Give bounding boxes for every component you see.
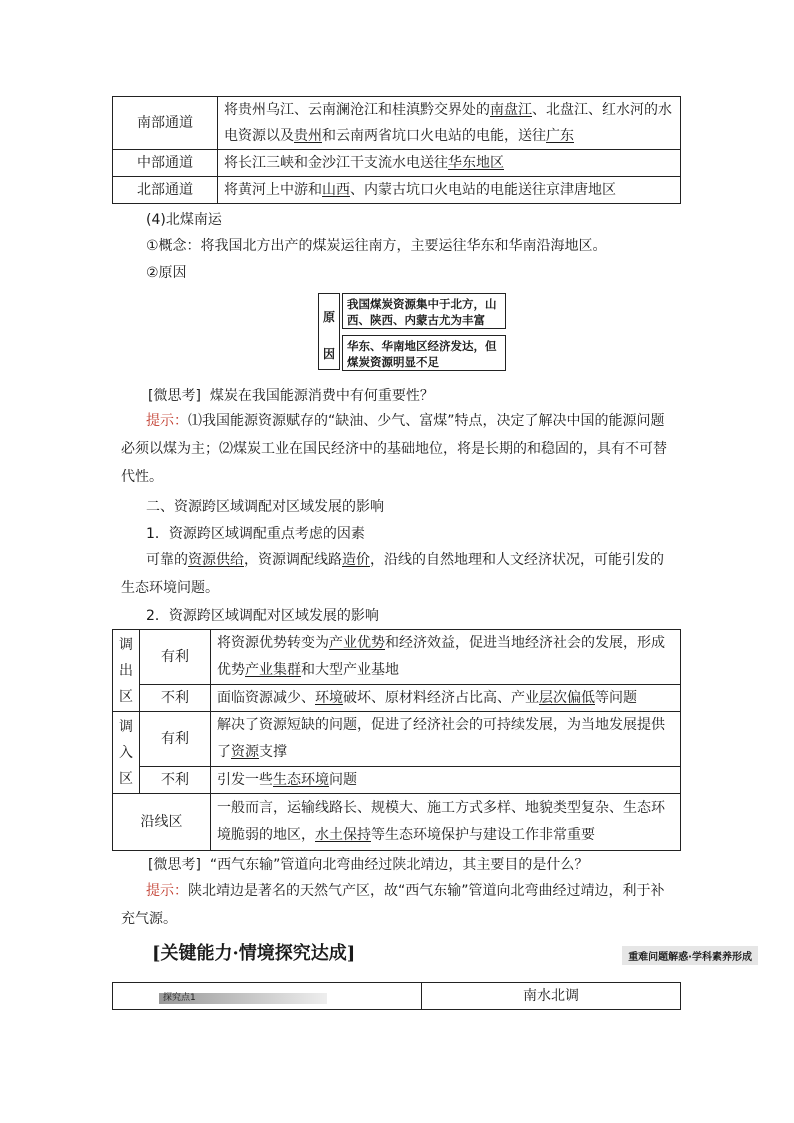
table-row (113, 794, 681, 851)
impact-table (112, 629, 681, 851)
out-cons-content: 面临资源减少、环境破坏、原材料经济占比高、产业层次偏低等问题 (211, 685, 681, 712)
table-row (113, 983, 681, 1010)
reason-heading: ②原因 (146, 265, 187, 281)
in-cons-content: 引发一些生态环境问题 (211, 767, 681, 794)
banner-title: [关键能力·情境探究达成] (152, 943, 356, 964)
think-question: [微思考] 煤炭在我国能源消费中有何重要性？ (148, 388, 434, 404)
reason-char-1: 原 (322, 310, 335, 324)
table-row (113, 685, 681, 712)
section-banner (112, 940, 758, 968)
table-row (113, 712, 681, 767)
concept-text: ①概念：将我国北方出产的煤炭运往南方，主要运往华东和华南沿海地区。 (146, 238, 607, 254)
reason-box-1: 我国煤炭资源集中于北方，山西、陕西、内蒙古尤为丰富 (342, 293, 506, 329)
pros-label: 有利 (140, 630, 211, 685)
table-row (113, 630, 681, 685)
along-content: 一般而言，运输线路长、规模大、施工方式多样、地貌类型复杂、生态环境脆弱的地区，水土保持等生态环境保护与建设工作非常重要 (211, 794, 681, 851)
sub-heading: 1．资源跨区域调配重点考虑的因素 (146, 526, 365, 542)
section-heading: (4)北煤南运 (146, 212, 222, 228)
factors-text: 可靠的资源供给，资源调配线路造价，沿线的自然地理和人文经济状况，可能引发的生态环境问题。 (121, 552, 664, 596)
section-heading: 二、资源跨区域调配对区域发展的影响 (146, 499, 384, 515)
table-row (113, 97, 681, 150)
power-channels-table (112, 96, 681, 204)
explore-tag: 探究点1 (159, 993, 327, 1004)
table-row (113, 767, 681, 794)
row-content: 将贵州乌江、云南澜沧江和桂滇黔交界处的南盘江、北盘江、红水河的水电资源以及贵州和云南两省坑口火电站的电能，送往广东 (218, 97, 681, 150)
out-region-label: 调出区 (113, 630, 140, 712)
think-answer: 提示：⑴我国能源资源赋存的“缺油、少气、富煤”特点，决定了解决中国的能源问题必须以煤为主；⑵煤炭工业在国民经济中的基础地位，将是长期的和稳固的，具有不可替代性。 (121, 413, 667, 485)
think-answer: 提示：陕北靖边是著名的天然气产区，故“西气东输”管道向北弯曲经过靖边，利于补充气源。 (121, 883, 665, 927)
along-region-label: 沿线区 (113, 794, 211, 851)
row-content: 将长江三峡和金沙江干支流水电送往华东地区 (218, 150, 681, 177)
out-pros-content: 将资源优势转变为产业优势和经济效益，促进当地经济社会的发展，形成优势产业集群和大型产业基地 (211, 630, 681, 685)
row-label: 南部通道 (113, 97, 218, 150)
cons-label: 不利 (140, 685, 211, 712)
explore-topic: 南水北调 (422, 983, 681, 1010)
cons-label: 不利 (140, 767, 211, 794)
row-label: 中部通道 (113, 150, 218, 177)
row-label: 北部通道 (113, 177, 218, 204)
in-region-label: 调入区 (113, 712, 140, 794)
reason-box-2: 华东、华南地区经济发达，但煤炭资源明显不足 (342, 335, 506, 371)
table-row (113, 150, 681, 177)
sub-heading: 2．资源跨区域调配对区域发展的影响 (146, 608, 379, 624)
table-row (113, 177, 681, 204)
explore-table (112, 982, 681, 1010)
in-pros-content: 解决了资源短缺的问题，促进了经济社会的可持续发展，为当地发展提供了资源支撑 (211, 712, 681, 767)
pros-label: 有利 (140, 712, 211, 767)
reason-char-2: 因 (322, 347, 335, 361)
think-question: [微思考] “西气东输”管道向北弯曲经过陕北靖边，其主要目的是什么？ (148, 857, 589, 873)
reason-bracket (318, 293, 340, 370)
explore-tag-cell (113, 983, 422, 1010)
row-content: 将黄河上中游和山西、内蒙古坑口火电站的电能送往京津唐地区 (218, 177, 681, 204)
banner-tagline: 重难问题解惑·学科素养形成 (622, 946, 758, 965)
